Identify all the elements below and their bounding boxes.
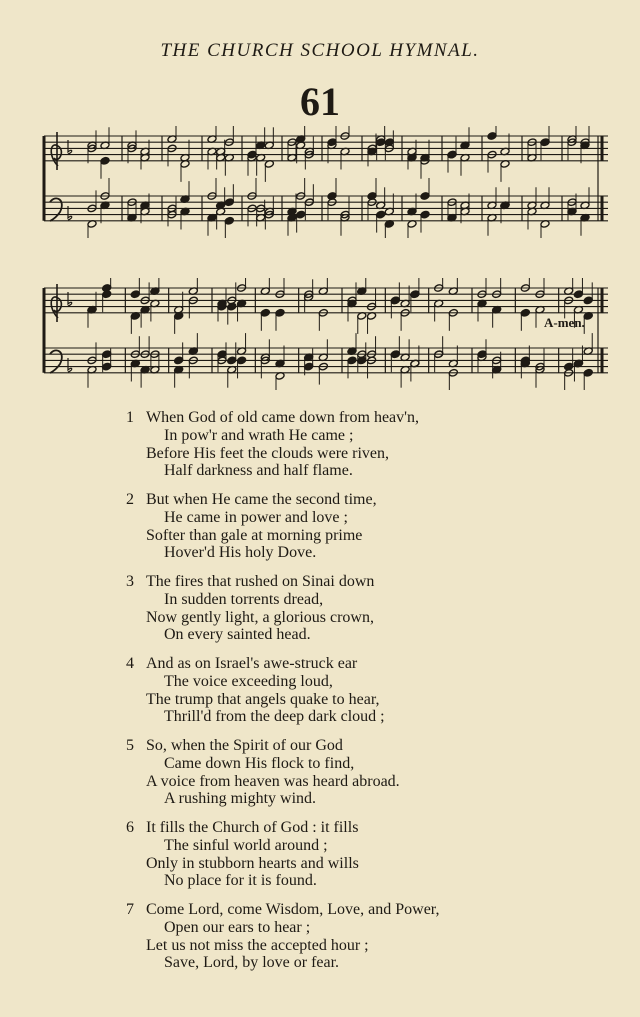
- note-head: [296, 210, 306, 219]
- verse-number: 6: [126, 819, 134, 836]
- note-head: [420, 192, 430, 201]
- music-score-system-1: [38, 126, 612, 238]
- verse-line: Save, Lord, by love or fear.: [164, 954, 340, 971]
- verse-number: 3: [126, 573, 134, 590]
- verse-line: Softer than gale at morning prime: [146, 527, 363, 544]
- verse-line: A voice from heaven was heard abroad.: [146, 773, 400, 790]
- note-head: [390, 296, 400, 305]
- verse-line: Now gently light, a glorious crown,: [146, 609, 374, 626]
- verse-line: And as on Israel's awe-struck ear: [146, 655, 358, 672]
- note-head: [227, 302, 237, 311]
- verse-line: Before His feet the clouds were riven,: [146, 445, 390, 462]
- verse-number: 7: [126, 901, 134, 918]
- verse-number: 2: [126, 491, 134, 508]
- verse-line: Let us not miss the accepted hour ;: [146, 937, 369, 954]
- note-head: [487, 132, 497, 141]
- note-head: [304, 362, 314, 371]
- verse-number: 1: [126, 409, 134, 426]
- note-head: [100, 157, 110, 166]
- verse-line: It fills the Church of God : it fills: [146, 819, 359, 836]
- note-head: [217, 350, 227, 359]
- note-head: [174, 356, 184, 365]
- note-head: [573, 290, 583, 299]
- running-header: THE CHURCH SCHOOL HYMNAL.: [160, 40, 480, 61]
- verse-number: 4: [126, 655, 134, 672]
- treble-clef-icon: [51, 284, 61, 322]
- verse-line: On every sainted head.: [164, 626, 311, 643]
- note-head: [347, 356, 357, 365]
- note-head: [376, 210, 386, 219]
- note-head: [224, 217, 234, 226]
- verse-line: But when He came the second time,: [146, 491, 377, 508]
- verse-line: Only in stubborn hearts and wills: [146, 855, 359, 872]
- note-head: [102, 350, 112, 359]
- note-head: [275, 309, 285, 318]
- note-head: [583, 296, 593, 305]
- note-head: [410, 290, 420, 299]
- note-head: [224, 198, 234, 207]
- verse-line: The voice exceeding loud,: [164, 673, 333, 690]
- amen-label: A-men.: [544, 315, 585, 330]
- note-head: [237, 356, 247, 365]
- music-score-system-2: [38, 278, 612, 390]
- note-head: [260, 309, 270, 318]
- note-head: [520, 309, 530, 318]
- verse-line: Open our ears to hear ;: [164, 919, 311, 936]
- verse-line: No place for it is found.: [164, 872, 317, 889]
- note-head: [384, 138, 394, 147]
- verse-line: In pow'r and wrath He came ;: [164, 427, 354, 444]
- note-head: [227, 356, 237, 365]
- note-head: [540, 138, 550, 147]
- hymn-number: 61: [300, 79, 340, 124]
- note-head: [390, 350, 400, 359]
- note-head: [420, 210, 430, 219]
- verse-line: Half darkness and half flame.: [164, 462, 353, 479]
- treble-clef-icon: [51, 132, 61, 170]
- verse-line: The trump that angels quake to hear,: [146, 691, 380, 708]
- verse-line: In sudden torrents dread,: [164, 591, 324, 608]
- verse-line: Thrill'd from the deep dark cloud ;: [164, 708, 385, 725]
- verse-line: So, when the Spirit of our God: [146, 737, 343, 754]
- note-head: [583, 369, 593, 378]
- verse-line: Come Lord, come Wisdom, Love, and Power,: [146, 901, 440, 918]
- verse-line: Hover'd His holy Dove.: [164, 544, 317, 561]
- verse-number: 5: [126, 737, 134, 754]
- verse-line: He came in power and love ;: [164, 509, 348, 526]
- verse-line: The sinful world around ;: [164, 837, 328, 854]
- verse-line: When God of old came down from heav'n,: [146, 409, 420, 426]
- verse-line: Came down His flock to find,: [164, 755, 355, 772]
- note-head: [130, 290, 140, 299]
- verse-line: The fires that rushed on Sinai down: [146, 573, 375, 590]
- note-head: [102, 290, 112, 299]
- note-head: [102, 362, 112, 371]
- verse-line: A rushing mighty wind.: [164, 790, 317, 807]
